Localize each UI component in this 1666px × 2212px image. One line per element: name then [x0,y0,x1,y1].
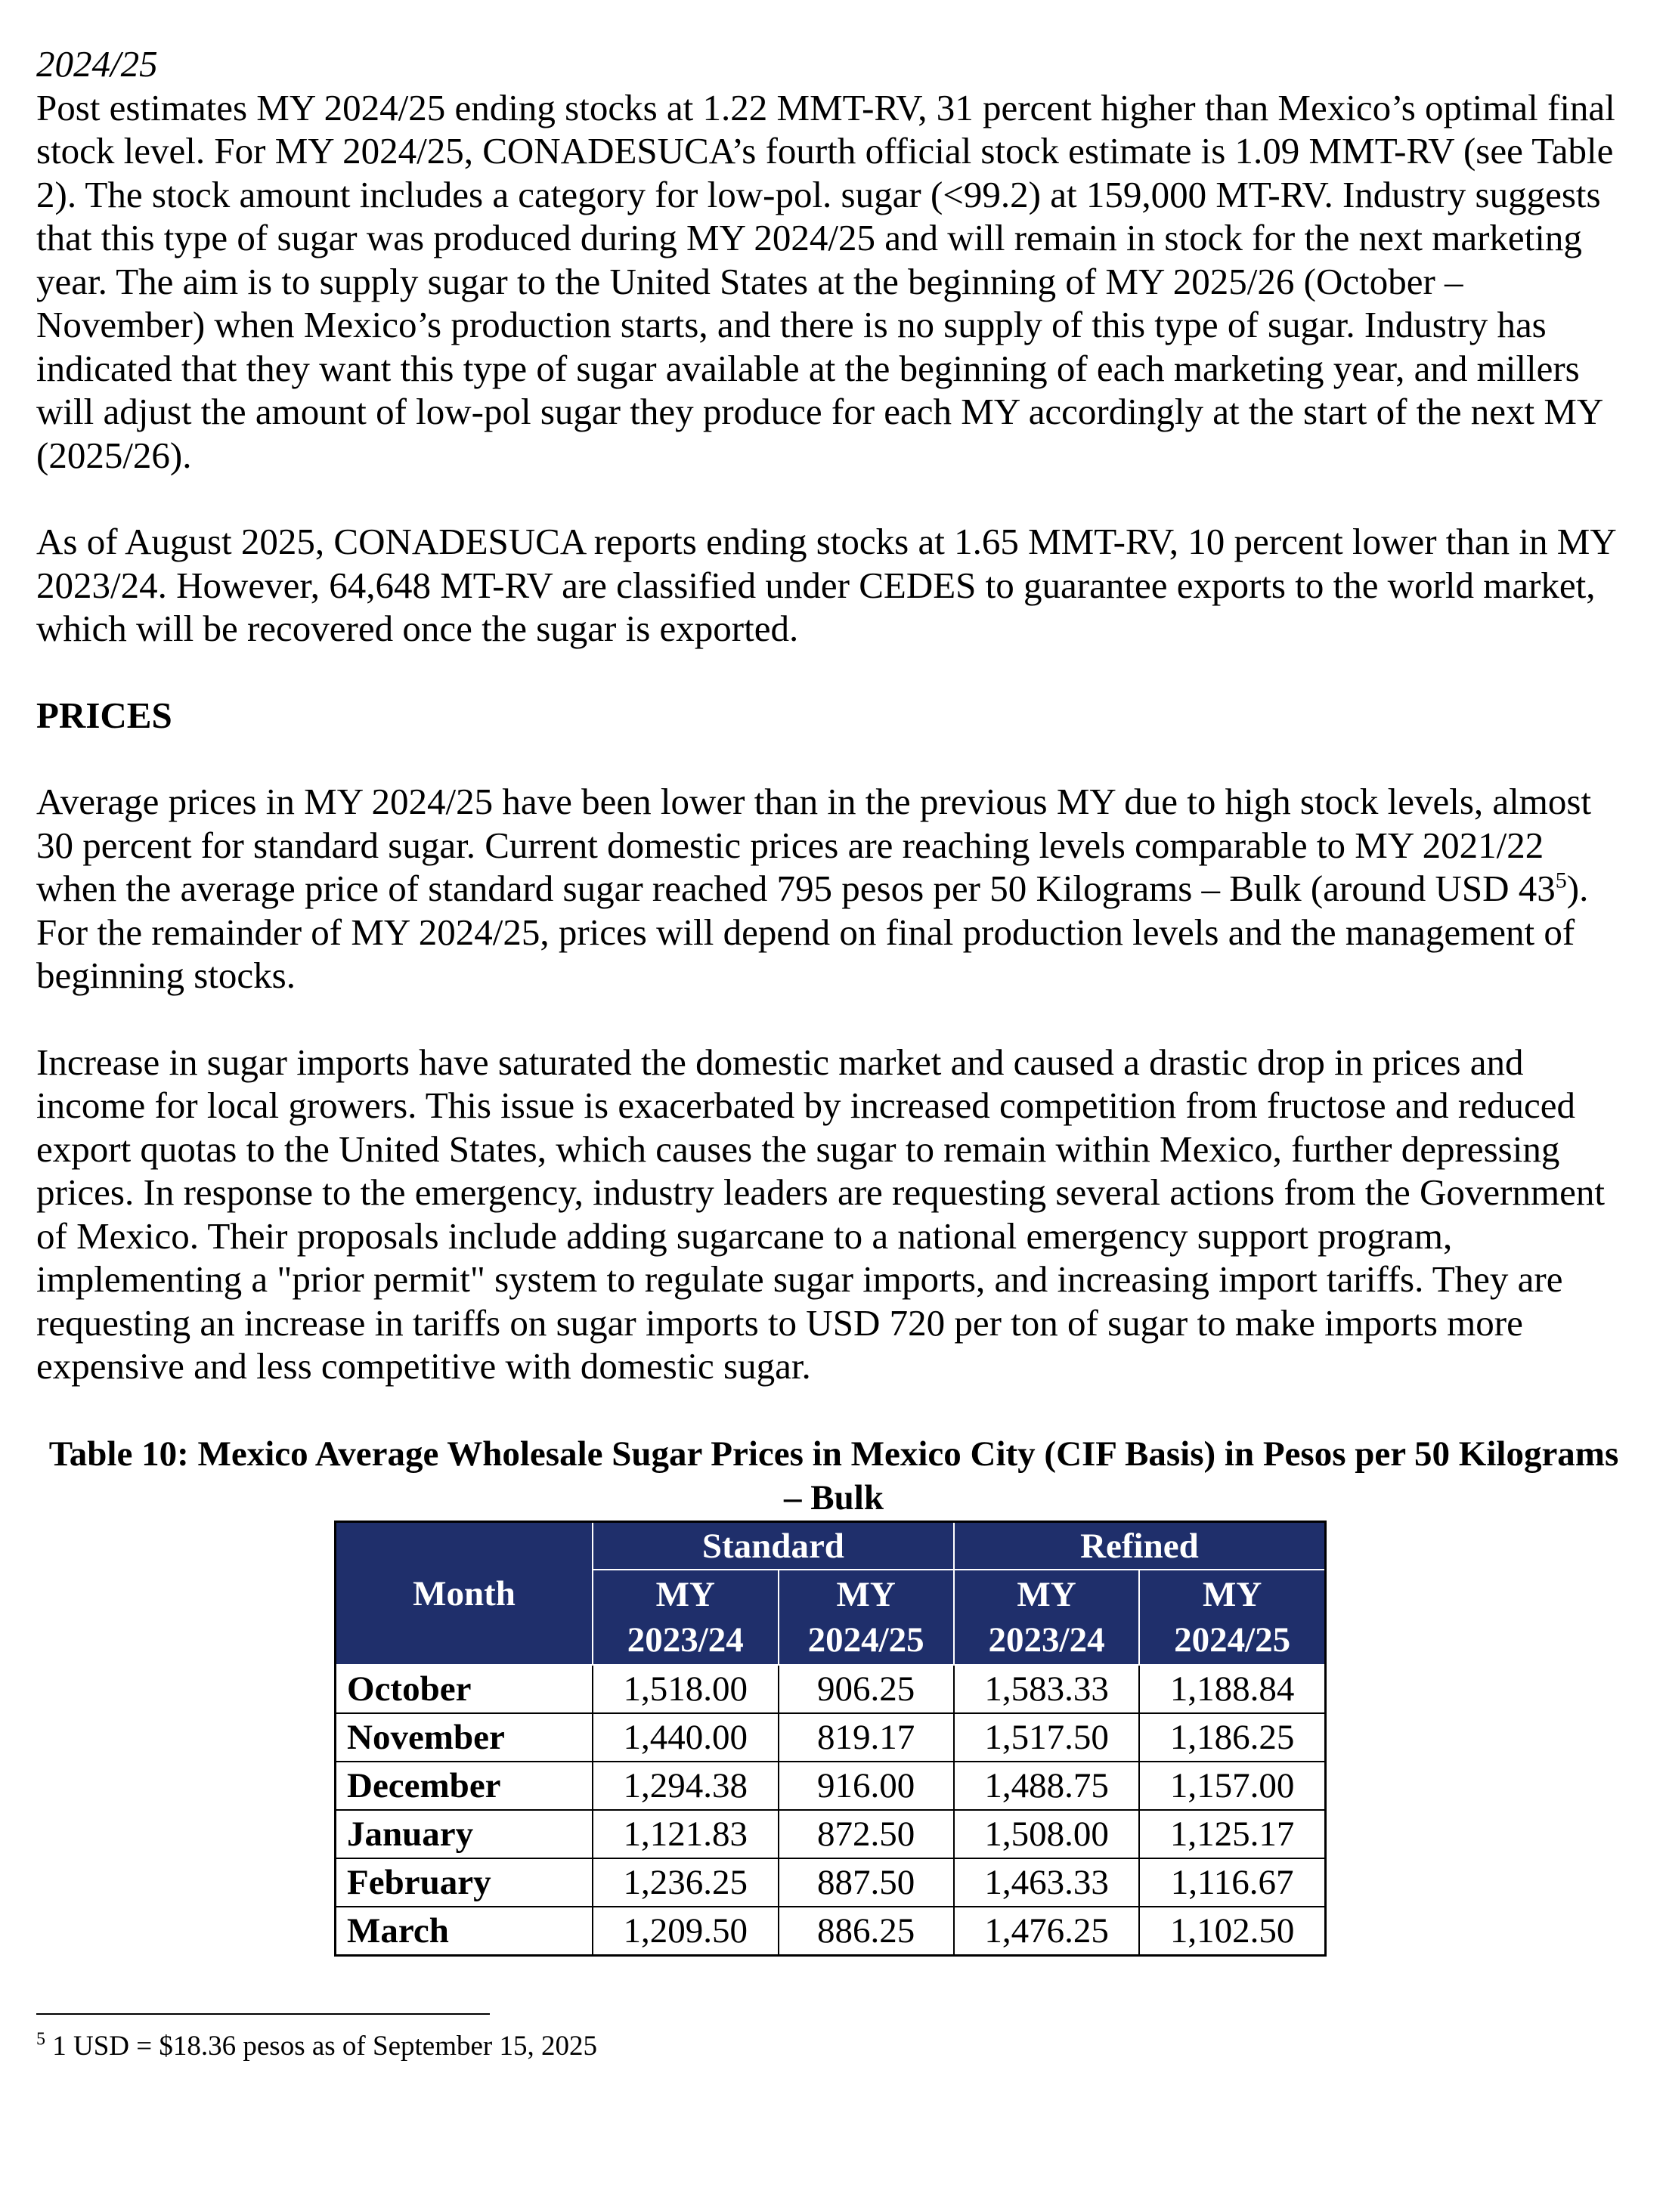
sugar-prices-table [334,1521,1327,1957]
document-body [36,42,1631,1388]
price-cell: 1,121.83 [593,1810,779,1858]
price-cell: 1,518.00 [593,1665,779,1713]
price-cell: 1,102.50 [1139,1907,1325,1956]
footnote [36,2030,597,2063]
paragraph-ending-stocks-estimate: Post estimates MY 2024/25 ending stocks at 1.22 MMT-RV, 31 percent higher than Mexico’s optimal final stock level. For MY 2024/25, CONADESUCA’s fourth official stock estimate is 1.09 MMT-RV (see Table 2). The stock amount includes a category for low-pol. sugar (<99.2) at 159,000 MT-RV. Industry suggests that this type of sugar was produced during MY 2024/25 and will remain in stock for the next marketing year. The aim is to supply sugar to the United States at the beginning of MY 2025/26 (October – November) when Mexico’s production starts, and there is no supply of this type of sugar. Industry has indicated that they want this type of sugar available at the beginning of each marketing year, and millers will adjust the amount of low-pol sugar they produce for each MY accordingly at the start of the next MY (2025/26). [36,86,1615,476]
refined-group-header: Refined [954,1522,1326,1570]
table-row [336,1858,1326,1907]
paragraph-conadesuca-report: As of August 2025, CONADESUCA reports ending stocks at 1.65 MMT-RV, 10 percent lower than in MY 2023/24. However, 64,648 MT-RV are classified under CEDES to guarantee exports to the world market, which will be recovered once the sugar is exported. [36,521,1615,649]
month-cell: January [336,1810,593,1858]
month-cell: November [336,1713,593,1762]
price-cell: 1,583.33 [954,1665,1140,1713]
price-cell: 887.50 [779,1858,954,1907]
month-cell: March [336,1907,593,1956]
price-cell: 1,508.00 [954,1810,1140,1858]
table-row [336,1713,1326,1762]
price-cell: 1,188.84 [1139,1665,1325,1713]
prices-heading: PRICES [36,694,172,736]
price-cell: 1,440.00 [593,1713,779,1762]
paragraph-average-prices-text-cont: ). For the remainder of MY 2024/25, prices will depend on final production levels and the management of beginning stocks. [36,868,1589,996]
price-cell: 1,125.17 [1139,1810,1325,1858]
price-cell: 1,186.25 [1139,1713,1325,1762]
table-row [336,1665,1326,1713]
footnote-reference[interactable]: 5 [1555,868,1567,893]
price-cell: 1,294.38 [593,1762,779,1810]
price-cell: 906.25 [779,1665,954,1713]
month-cell: February [336,1858,593,1907]
footnote-marker: 5 [36,2029,45,2050]
price-cell: 1,463.33 [954,1858,1140,1907]
footnote-divider [36,2013,490,2015]
month-column-header: Month [336,1522,593,1666]
price-cell: 1,476.25 [954,1907,1140,1956]
price-cell: 1,157.00 [1139,1762,1325,1810]
column-header: MY 2023/24 [954,1570,1140,1665]
price-cell: 1,488.75 [954,1762,1140,1810]
price-cell: 886.25 [779,1907,954,1956]
footnote-text: 1 USD = $18.36 pesos as of September 15, 2025 [45,2031,597,2062]
table-title: Table 10: Mexico Average Wholesale Sugar Prices in Mexico City (CIF Basis) in Pesos per 50 Kilograms – Bulk [48,1434,1619,1517]
price-cell: 916.00 [779,1762,954,1810]
month-cell: December [336,1762,593,1810]
price-cell: 1,517.50 [954,1713,1140,1762]
paragraph-sugar-imports: Increase in sugar imports have saturated the domestic market and caused a drastic drop in prices and income for local growers. This issue is exacerbated by increased competition from fructose and reduced export quotas to the United States, which causes the sugar to remain within Mexico, further depressing prices. In response to the emergency, industry leaders are requesting several actions from the Government of Mexico. Their proposals include adding sugarcane to a national emergency support program, implementing a "prior permit" system to regulate sugar imports, and increasing import tariffs. They are requesting an increase in tariffs on sugar imports to USD 720 per ton of sugar to make imports more expensive and less competitive with domestic sugar. [36,1041,1605,1387]
table-row [336,1762,1326,1810]
column-header: MY 2023/24 [593,1570,779,1665]
table-row [336,1810,1326,1858]
price-cell: 1,236.25 [593,1858,779,1907]
table-row [336,1907,1326,1956]
price-cell: 872.50 [779,1810,954,1858]
section-subheading: 2024/25 [36,43,158,85]
price-cell: 1,116.67 [1139,1858,1325,1907]
price-cell: 819.17 [779,1713,954,1762]
column-header: MY 2024/25 [1139,1570,1325,1665]
price-cell: 1,209.50 [593,1907,779,1956]
column-header: MY 2024/25 [779,1570,954,1665]
standard-group-header: Standard [593,1522,954,1570]
paragraph-average-prices-text: Average prices in MY 2024/25 have been lower than in the previous MY due to high stock levels, almost 30 percent for standard sugar. Current domestic prices are reaching levels comparable to MY 2021/22 when the average price of standard sugar reached 795 pesos per 50 Kilograms – Bulk (around USD 43 [36,781,1592,909]
paragraph-average-prices [36,780,1631,998]
month-cell: October [336,1665,593,1713]
